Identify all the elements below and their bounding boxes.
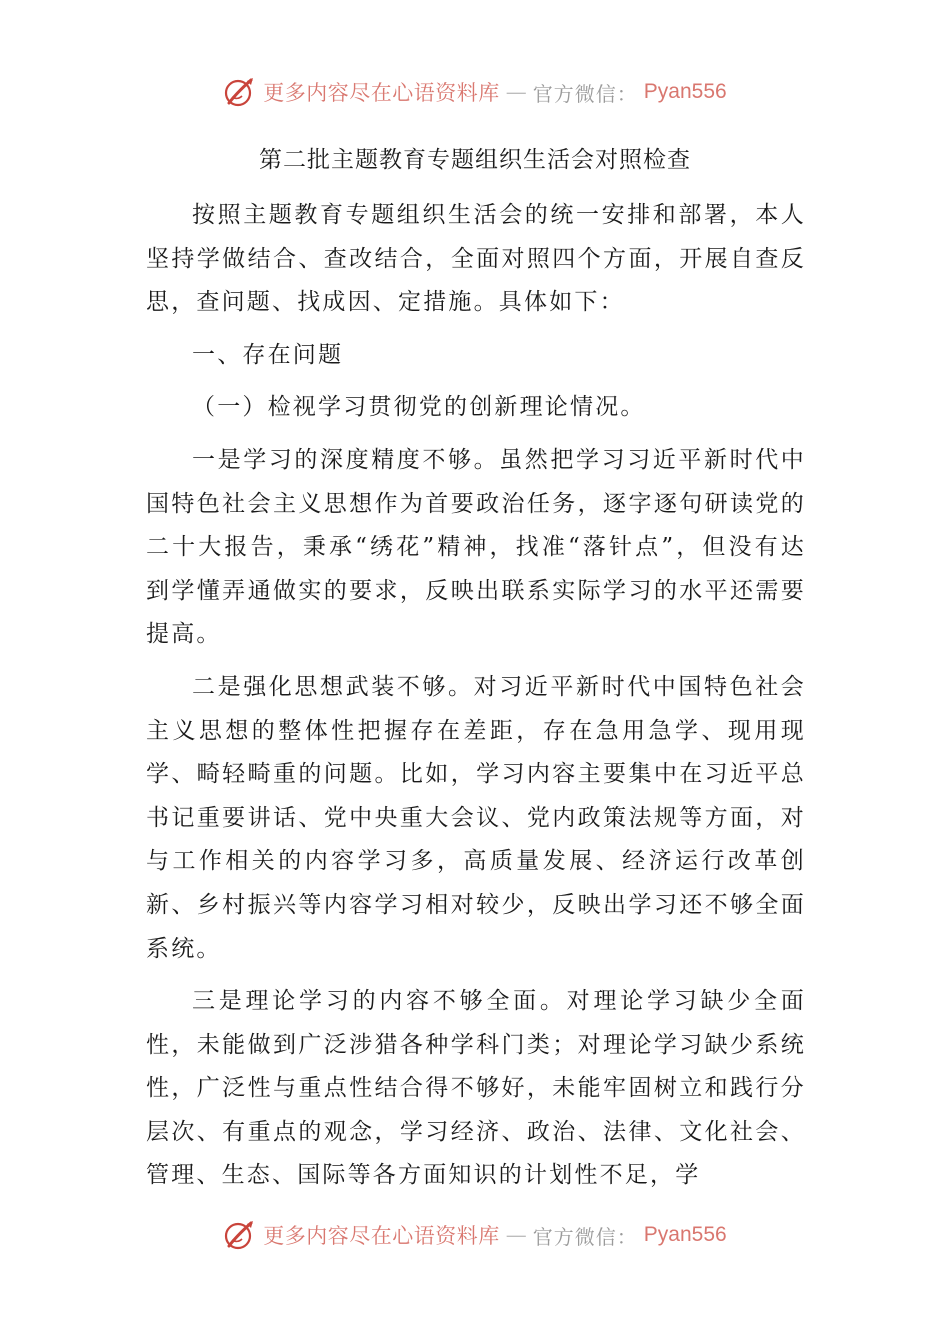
watermark-dash: — <box>505 80 527 104</box>
watermark-main-text: 更多内容尽在心语资料库 <box>263 81 500 105</box>
watermark-sub-text: 官方微信： <box>532 81 638 106</box>
paragraph-point-one: 一是学习的深度精度不够。虽然把学习习近平新时代中国特色社会主义思想作为首要政治任务，逐字逐句研读党的二十大报告，秉承“绣花”精神，找准“落针点”，但没有达到学懂弄通做实的要求，反映出联系实际学习的水平还需要提高。 <box>146 446 806 648</box>
paragraph-point-two: 二是强化思想武装不够。对习近平新时代中国特色社会主义思想的整体性把握存在差距，存在急用急学、现用现学、畸轻畸重的问题。比如，学习内容主要集中在习近平总书记重要讲话、党中央重大会议、党内政策法规等方面，对与工作相关的内容学习多，高质量发展、经济运行改革创新、乡村振兴等内容学习相对较少，反映出学习还不够全面系统。 <box>146 673 806 962</box>
watermark-footer <box>0 1215 950 1255</box>
watermark-sub-text: 官方微信： <box>532 1224 638 1249</box>
document-title: 第二批主题教育专题组织生活会对照检查 <box>259 147 691 173</box>
pen-logo-icon <box>223 75 257 109</box>
watermark-main-text: 更多内容尽在心语资料库 <box>263 1224 500 1248</box>
section-heading: 一、存在问题 <box>192 341 344 368</box>
watermark-header <box>0 72 950 112</box>
paragraph-point-three: 三是理论学习的内容不够全面。对理论学习缺少全面性，未能做到广泛涉猎各种学科门类；对理论学习缺少系统性，广泛性与重点性结合得不够好，未能牢固树立和践行分层次、有重点的观念，学习经济、政治、法律、文化社会、管理、生态、国际等各方面知识的计划性不足，学 <box>146 988 806 1189</box>
document-body <box>146 194 806 1207</box>
watermark-dash: — <box>505 1223 527 1247</box>
paragraph-intro: 按照主题教育专题组织生活会的统一安排和部署，本人坚持学做结合、查改结合，全面对照四个方面，开展自查反思，查问题、找成因、定措施。具体如下： <box>146 202 806 316</box>
watermark-wechat-id: Pyan556 <box>643 80 727 103</box>
subsection-heading: （一）检视学习贯彻党的创新理论情况。 <box>192 394 646 421</box>
pen-logo-icon <box>223 1218 257 1252</box>
watermark-wechat-id: Pyan556 <box>643 1223 727 1246</box>
